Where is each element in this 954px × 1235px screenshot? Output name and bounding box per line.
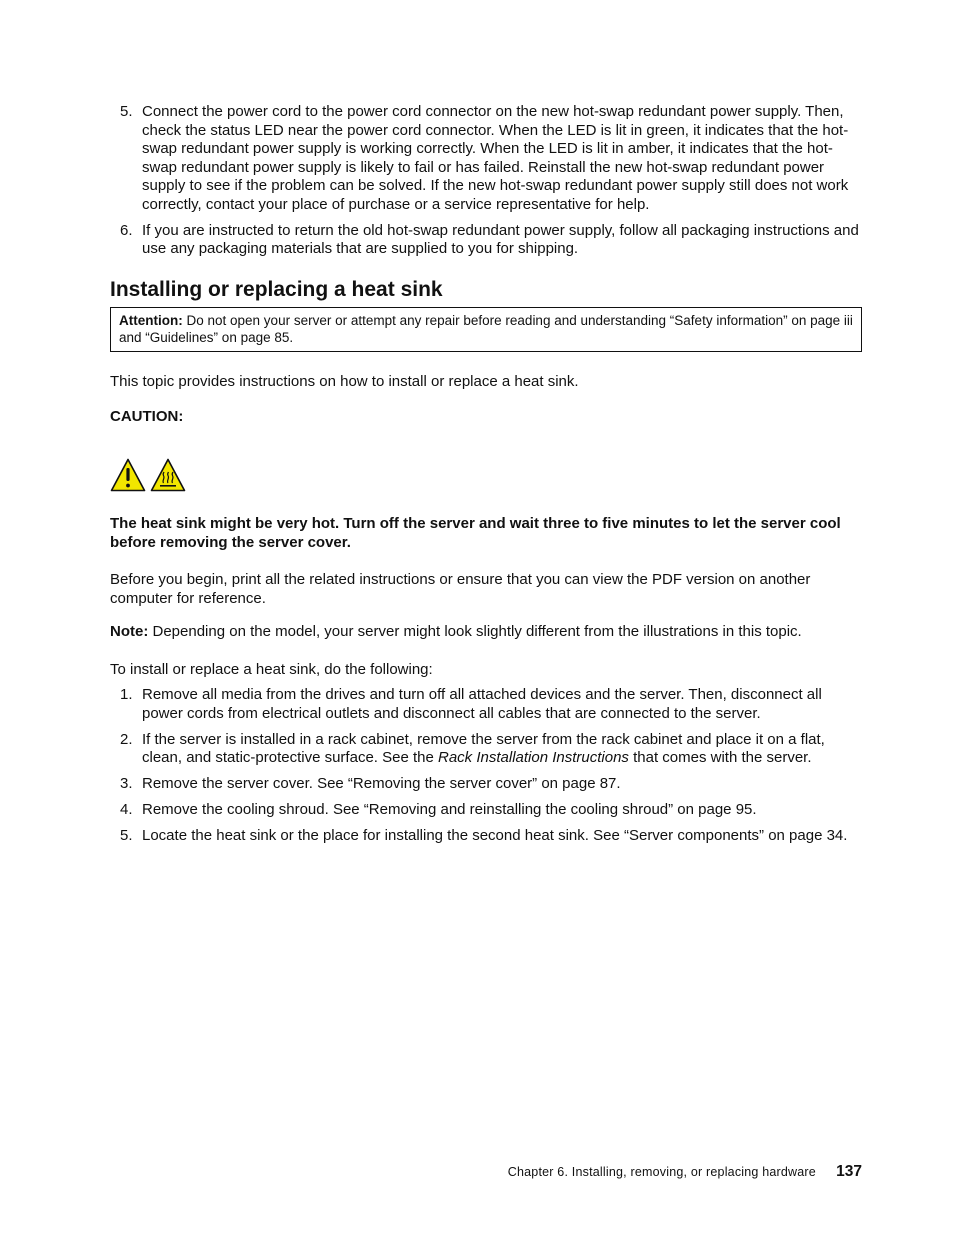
note-label: Note:	[110, 623, 149, 640]
list-item-number: 5.	[120, 827, 133, 844]
procedure-steps-list	[110, 686, 862, 853]
warning-icons	[110, 458, 190, 494]
page-number: 137	[836, 1163, 862, 1180]
list-item-text: If you are instructed to return the old hot-swap redundant power supply, follow all packaging instructions and use any packaging materials that are supplied to you for shipping.	[142, 221, 859, 257]
hot-surface-warning-icon	[150, 458, 186, 492]
intro-paragraph: This topic provides instructions on how to install or replace a heat sink.	[110, 373, 579, 390]
attention-text: Do not open your server or attempt any repair before reading and understanding “Safety information” on page iii and “Guidelines” on page 85.	[119, 313, 853, 345]
caution-label: CAUTION:	[110, 408, 184, 425]
section-heading: Installing or replacing a heat sink	[110, 278, 443, 301]
list-item	[110, 222, 862, 259]
list-item	[110, 686, 862, 723]
list-item-number: 1.	[120, 686, 133, 703]
list-item	[110, 731, 862, 768]
before-you-begin-paragraph: Before you begin, print all the related instructions or ensure that you can view the PDF version on another computer for reference.	[110, 571, 811, 607]
list-item	[110, 827, 862, 846]
caution-statement: The heat sink might be very hot. Turn off the server and wait three to five minutes to let the server cool before removing the server cover.	[110, 515, 841, 551]
step-text-part: that comes with the server.	[628, 749, 812, 766]
step-text-part: If the server is installed in a rack cabinet, remove the server from the rack cabinet and place it on a flat, clean, and static-protective surface. See the	[142, 730, 825, 766]
list-item-number: 6.	[120, 221, 133, 239]
general-warning-icon	[110, 458, 146, 492]
list-item-number: 3.	[120, 775, 133, 792]
list-item-text: Locate the heat sink or the place for installing the second heat sink. See “Server components” on page 34.	[142, 827, 848, 844]
list-item	[110, 775, 862, 794]
note-paragraph	[110, 623, 862, 642]
list-item-number: 2.	[120, 730, 133, 748]
list-item-text: Remove the server cover. See “Removing the server cover” on page 87.	[142, 775, 621, 792]
procedure-intro: To install or replace a heat sink, do the following:	[110, 661, 433, 678]
list-item-number: 4.	[120, 801, 133, 818]
attention-label: Attention:	[119, 313, 183, 328]
list-item	[110, 103, 862, 214]
list-item-text: Remove all media from the drives and turn off all attached devices and the server. Then, disconnect all power cords from electrical outlets and disconnect all cables that are connected to the server.	[142, 686, 822, 722]
rack-instructions-title: Rack Installation Instructions	[438, 749, 629, 766]
list-item-text: Connect the power cord to the power cord connector on the new hot-swap redundant power supply. Then, check the status LED near the power cord connector. When the LED is lit in green, it indicates that the hot-swap redundant power supply is working correctly. When the LED is lit in amber, it indicates that the hot-swap redundant power supply is likely to fail or has failed. Reinstall the new hot-swap redundant power supply to see if the problem can be solved. If the new hot-swap redundant power supply still does not work correctly, contact your place of purchase or a service representative for help.	[142, 103, 849, 213]
list-item-text: Remove the cooling shroud. See “Removing and reinstalling the cooling shroud” on page 95.	[142, 801, 757, 818]
page-footer	[0, 1162, 862, 1182]
top-numbered-list	[110, 103, 862, 266]
list-item-text	[142, 731, 862, 768]
list-item-number: 5.	[120, 103, 133, 120]
chapter-title: Chapter 6. Installing, removing, or replacing hardware	[507, 1165, 816, 1179]
list-item	[110, 801, 862, 820]
note-text: Depending on the model, your server might look slightly different from the illustrations in this topic.	[152, 623, 802, 640]
attention-notice	[110, 307, 862, 352]
